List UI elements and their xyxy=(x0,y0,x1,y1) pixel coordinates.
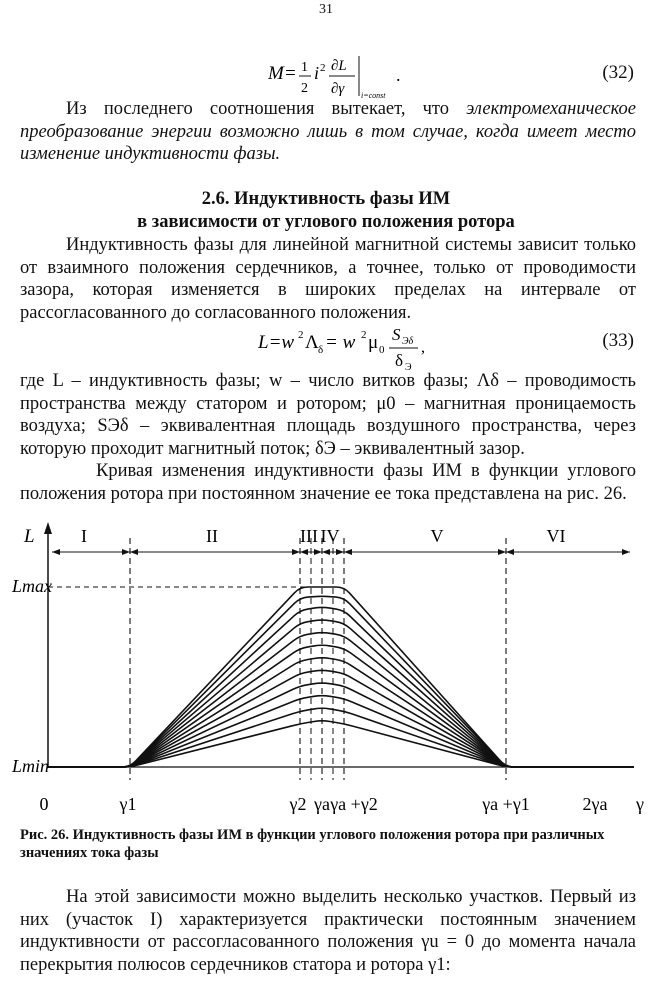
x-tick-7: 2γa xyxy=(582,794,608,814)
region-arrowhead-left-2 xyxy=(130,549,138,555)
paragraph-1-italic: электромеханическое преобразование энергии возможно лишь в том случае, когда имеет место изменение индуктивности фазы. xyxy=(20,99,636,164)
region-arrowhead-right-1 xyxy=(122,549,130,555)
region-label-V: V xyxy=(430,526,444,546)
curve-series-5 xyxy=(48,633,634,767)
region-arrowhead-left-5 xyxy=(344,549,352,555)
eq33-mu: μ xyxy=(368,332,379,353)
svg-text:2: 2 xyxy=(298,329,304,341)
x-tick-8: γ xyxy=(636,794,644,814)
eq33-frac-num: S xyxy=(392,325,401,344)
svg-text:,: , xyxy=(421,339,425,356)
region-arrowhead-left-1 xyxy=(52,549,60,555)
region-arrowhead-left-3 xyxy=(300,549,308,555)
region-arrowhead-right-3 xyxy=(314,549,322,555)
y-tick-lmax: Lmax xyxy=(12,576,52,596)
y-axis-label: L xyxy=(24,526,35,547)
curve-series-6 xyxy=(48,645,634,767)
svg-text:0: 0 xyxy=(379,344,385,356)
eq32-cond: i=const xyxy=(361,91,386,100)
svg-text:Эδ: Эδ xyxy=(402,336,414,347)
equation-32 xyxy=(268,52,408,100)
y-tick-lmin: Lmin xyxy=(12,756,50,776)
curve-series-3 xyxy=(48,607,634,767)
y-axis-arrow xyxy=(44,522,52,534)
region-label-I: I xyxy=(81,526,87,546)
x-tick-1: 0 xyxy=(39,794,49,814)
curve-series-2 xyxy=(48,596,634,767)
equation-33 xyxy=(258,322,428,372)
eq32-frac-den: ∂γ xyxy=(331,81,345,97)
curve-series-7 xyxy=(48,658,634,767)
region-label-III: III xyxy=(300,526,318,546)
svg-text:Э: Э xyxy=(405,362,412,372)
curve-series-1 xyxy=(48,587,634,767)
region-arrowhead-left-4 xyxy=(322,549,330,555)
svg-text:2: 2 xyxy=(361,329,367,341)
eq32-number: (32) xyxy=(602,62,634,83)
paragraph-2: Индуктивность фазы для линейной магнитной системы зависит только от взаимного положения сердечников, а точнее, только от проводимости зазора, которая изменяется в широких пределах на интервале от рассогласованного до согласованного положения. xyxy=(20,235,636,323)
paragraph-1-plain: Из последнего соотношения вытекает, что xyxy=(66,99,467,119)
eq33-frac-den: δ xyxy=(395,351,404,370)
region-label-VI: VI xyxy=(546,526,566,546)
x-tick-4: γa xyxy=(314,794,330,814)
eq32-frac-num: ∂L xyxy=(331,58,347,74)
x-tick-6: γa +γ1 xyxy=(482,794,530,814)
x-tick-3: γ2 xyxy=(289,794,307,814)
curve-series-11 xyxy=(48,708,634,767)
eq32-den: 2 xyxy=(301,81,308,96)
region-label-IV: IV xyxy=(320,526,340,546)
region-arrowhead-right-4 xyxy=(336,549,344,555)
paragraph-4: Кривая изменения индуктивности фазы ИМ в функции углового положения ротора при постоянном значение ее тока представлена на рис. 26. xyxy=(20,461,636,504)
eq32-num: 1 xyxy=(301,60,308,75)
svg-text:2: 2 xyxy=(320,62,326,74)
curve-series-10 xyxy=(48,696,634,767)
section-heading-line2: в зависимости от углового положения ротора xyxy=(137,212,515,232)
page-number: 31 xyxy=(319,2,333,17)
eq33-mid: = w xyxy=(325,332,356,353)
paragraph-5: На этой зависимости можно выделить несколько участков. Первый из них (участок I) характеризуется практически постоянным значением индуктивности от рассогласованного положения γu = 0 до момента начала перекрытия полюсов сердечников статора и ротора γ1: xyxy=(20,887,636,975)
x-tick-5: γa +γ2 xyxy=(330,794,378,814)
region-label-II: II xyxy=(206,526,218,546)
svg-text:δ: δ xyxy=(318,344,324,356)
paragraph-1 xyxy=(20,98,636,166)
region-arrowhead-right-2 xyxy=(292,549,300,555)
x-tick-2: γ1 xyxy=(119,794,137,814)
eq32-dot: . xyxy=(396,65,401,85)
region-arrowhead-left-6 xyxy=(506,549,514,555)
figure-26-chart xyxy=(0,518,652,822)
equation-33-graphic xyxy=(258,322,428,372)
curve-series-9 xyxy=(48,683,634,767)
eq32-i: i xyxy=(314,63,320,83)
eq33-number: (33) xyxy=(602,330,634,351)
eq33-lhs: L=w xyxy=(258,332,295,353)
curve-series-4 xyxy=(48,620,634,767)
equation-32-graphic xyxy=(268,52,408,100)
paragraph-3: где L – индуктивность фазы; w – число витков фазы; Λδ – проводимость пространства между статором и ротором; μ0 – магнитная проницаемость воздуха; SЭδ – эквивалентная площадь воздушного пространства, через которую проходит магнитный поток; δЭ – эквивалентный зазор. xyxy=(20,371,636,459)
eq33-lambda: Λ xyxy=(305,332,319,353)
region-arrowhead-right-6 xyxy=(622,549,630,555)
section-heading-line1: 2.6. Индуктивность фазы ИМ xyxy=(201,189,451,209)
eq32-lhs: M= xyxy=(268,63,297,84)
figure-caption: Рис. 26. Индуктивность фазы ИМ в функции углового положения ротора при различных значениях тока фазы xyxy=(20,827,605,861)
region-arrowhead-right-5 xyxy=(498,549,506,555)
